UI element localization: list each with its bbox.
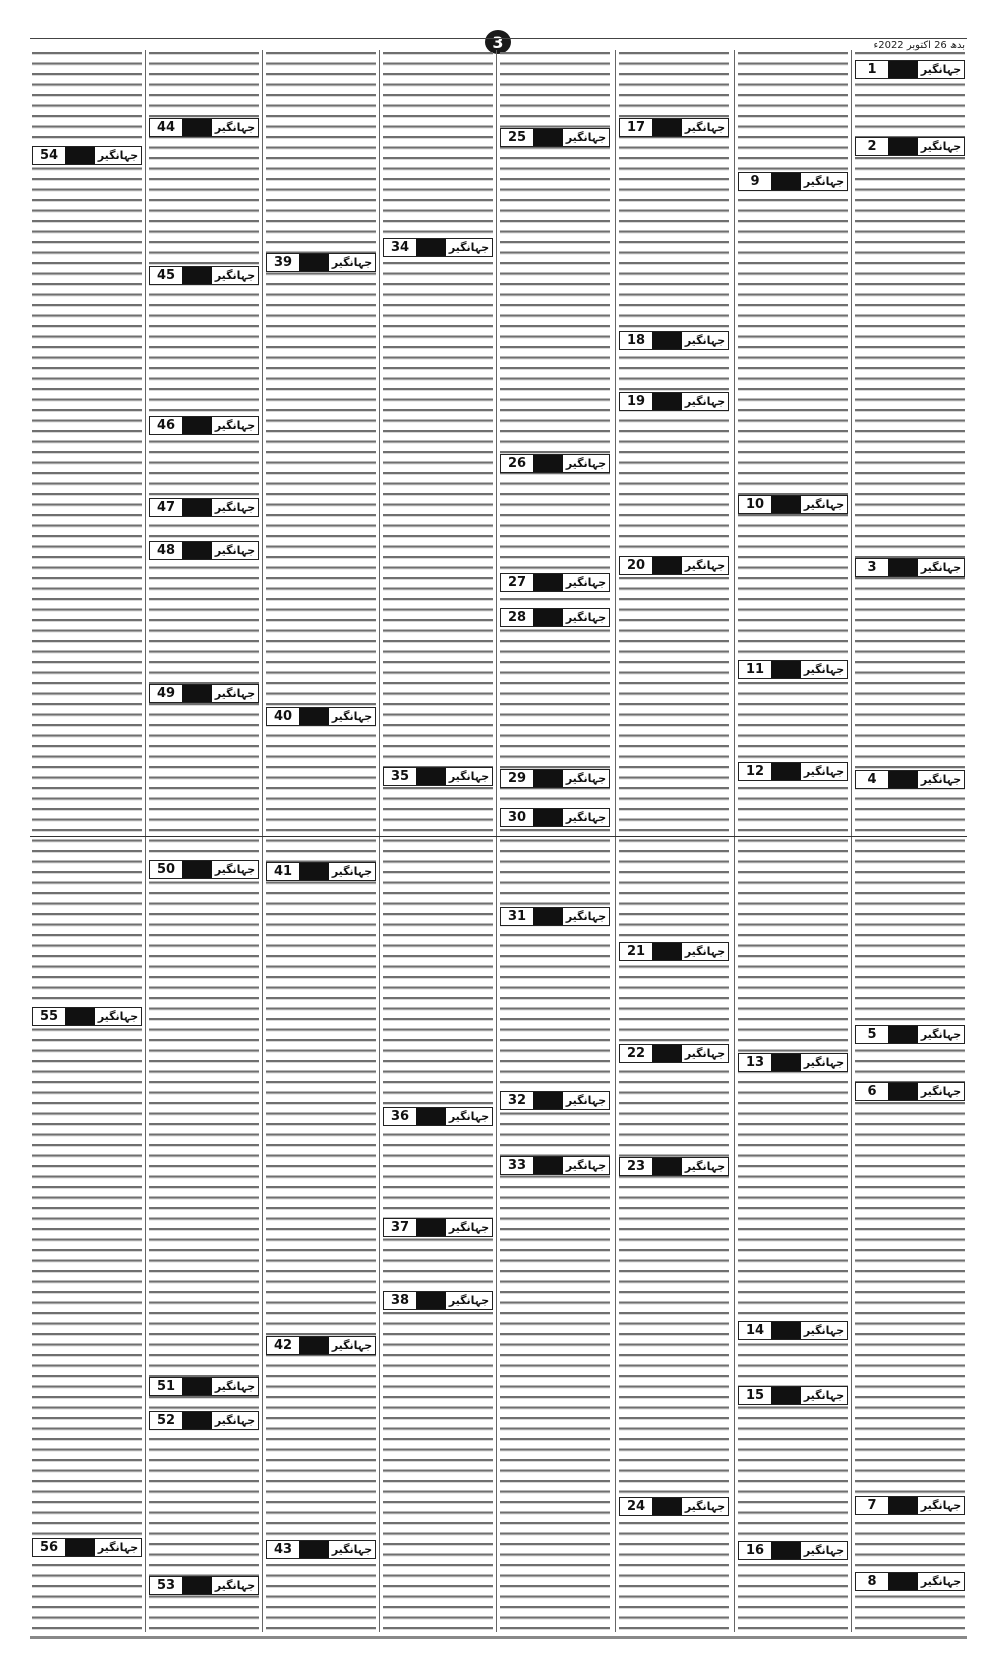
column-name-label: جہانگیر [565, 576, 607, 589]
black-bar [652, 393, 682, 410]
text-column [619, 52, 729, 1632]
black-bar [888, 771, 918, 788]
black-bar [888, 138, 918, 155]
column-number: 6 [856, 1083, 888, 1100]
column-number-box [855, 137, 965, 156]
black-bar [888, 61, 918, 78]
column-name-label: جہانگیر [920, 1028, 962, 1041]
column-number: 49 [150, 685, 182, 702]
column-number-box [383, 767, 493, 786]
column-name-label: جہانگیر [214, 863, 256, 876]
column-number: 47 [150, 499, 182, 516]
column-number: 26 [501, 455, 533, 472]
black-bar [652, 1158, 682, 1175]
column-number-box [500, 907, 610, 926]
column-number-box [149, 684, 259, 703]
column-number: 56 [33, 1539, 65, 1556]
column-number: 17 [620, 119, 652, 136]
black-bar [888, 1497, 918, 1514]
column-name-label: جہانگیر [448, 241, 490, 254]
column-number: 38 [384, 1292, 416, 1309]
black-bar [182, 267, 212, 284]
column-number-box [500, 573, 610, 592]
column-name-label: جہانگیر [214, 1579, 256, 1592]
column-divider [615, 50, 616, 1632]
column-number: 50 [150, 861, 182, 878]
black-bar [888, 1083, 918, 1100]
black-bar [771, 661, 801, 678]
column-number-box [619, 118, 729, 137]
column-number-box [383, 238, 493, 257]
column-number-box [738, 172, 848, 191]
column-name-label: جہانگیر [684, 334, 726, 347]
black-bar [771, 173, 801, 190]
column-number: 27 [501, 574, 533, 591]
column-number: 1 [856, 61, 888, 78]
column-number: 11 [739, 661, 771, 678]
column-number: 37 [384, 1219, 416, 1236]
black-bar [299, 254, 329, 271]
black-bar [182, 1412, 212, 1429]
column-number-box [266, 253, 376, 272]
column-number-box [266, 862, 376, 881]
column-name-label: جہانگیر [214, 1414, 256, 1427]
column-number: 10 [739, 496, 771, 513]
column-number-box [500, 769, 610, 788]
column-number: 18 [620, 332, 652, 349]
column-number-box [855, 60, 965, 79]
column-name-label: جہانگیر [565, 457, 607, 470]
column-divider [145, 50, 146, 1632]
body-text-lines [266, 52, 376, 1632]
column-number: 5 [856, 1026, 888, 1043]
column-number-box [500, 808, 610, 827]
black-bar [533, 129, 563, 146]
column-number: 55 [33, 1008, 65, 1025]
column-name-label: جہانگیر [920, 140, 962, 153]
black-bar [65, 147, 95, 164]
column-number-box [266, 1336, 376, 1355]
column-number-box [266, 707, 376, 726]
black-bar [533, 455, 563, 472]
text-column [500, 52, 610, 1632]
dateline: بدھ 26 اکتوبر 2022ء [873, 40, 965, 51]
text-column [32, 52, 142, 1632]
column-number: 36 [384, 1108, 416, 1125]
column-number-box [500, 1156, 610, 1175]
column-name-label: جہانگیر [565, 611, 607, 624]
column-number-box [500, 608, 610, 627]
column-name-label: جہانگیر [803, 1389, 845, 1402]
black-bar [533, 609, 563, 626]
column-name-label: جہانگیر [920, 561, 962, 574]
column-name-label: جہانگیر [803, 175, 845, 188]
middle-rule [30, 836, 967, 837]
column-divider [262, 50, 263, 1632]
column-name-label: جہانگیر [448, 770, 490, 783]
column-divider [379, 50, 380, 1632]
column-number: 40 [267, 708, 299, 725]
black-bar [771, 496, 801, 513]
black-bar [771, 1322, 801, 1339]
column-name-label: جہانگیر [331, 256, 373, 269]
column-number-box [500, 454, 610, 473]
black-bar [533, 1157, 563, 1174]
column-name-label: جہانگیر [920, 1499, 962, 1512]
body-text-lines [855, 52, 965, 1632]
body-text-lines [32, 52, 142, 1632]
column-name-label: جہانگیر [803, 663, 845, 676]
black-bar [888, 1573, 918, 1590]
black-bar [299, 1541, 329, 1558]
column-number: 45 [150, 267, 182, 284]
column-name-label: جہانگیر [214, 269, 256, 282]
column-number: 44 [150, 119, 182, 136]
column-number-box [149, 1411, 259, 1430]
column-number-box [383, 1218, 493, 1237]
black-bar [533, 908, 563, 925]
column-name-label: جہانگیر [920, 1575, 962, 1588]
column-name-label: جہانگیر [214, 121, 256, 134]
column-name-label: جہانگیر [684, 1500, 726, 1513]
body-text-lines [619, 52, 729, 1632]
column-number: 13 [739, 1054, 771, 1071]
black-bar [416, 768, 446, 785]
column-name-label: جہانگیر [331, 1543, 373, 1556]
black-bar [533, 770, 563, 787]
column-name-label: جہانگیر [214, 1380, 256, 1393]
column-number-box [738, 1053, 848, 1072]
black-bar [771, 1054, 801, 1071]
column-number: 25 [501, 129, 533, 146]
column-number: 12 [739, 763, 771, 780]
black-bar [652, 1045, 682, 1062]
column-name-label: جہانگیر [684, 395, 726, 408]
column-number-box [149, 416, 259, 435]
black-bar [416, 1219, 446, 1236]
column-name-label: جہانگیر [684, 559, 726, 572]
page-number-badge: 3 [485, 30, 511, 54]
column-number-box [619, 556, 729, 575]
column-number-box [855, 770, 965, 789]
column-number: 51 [150, 1378, 182, 1395]
column-number-box [266, 1540, 376, 1559]
column-name-label: جہانگیر [448, 1110, 490, 1123]
black-bar [533, 574, 563, 591]
header-rule [30, 38, 967, 39]
column-number-box [855, 1082, 965, 1101]
column-name-label: جہانگیر [331, 710, 373, 723]
column-number-box [619, 1157, 729, 1176]
column-number: 52 [150, 1412, 182, 1429]
column-number-box [738, 762, 848, 781]
black-bar [533, 1092, 563, 1109]
column-number-box [738, 1386, 848, 1405]
column-number-box [855, 1496, 965, 1515]
column-name-label: جہانگیر [920, 1085, 962, 1098]
column-number-box [383, 1291, 493, 1310]
column-name-label: جہانگیر [97, 1010, 139, 1023]
column-name-label: جہانگیر [565, 772, 607, 785]
column-number: 43 [267, 1541, 299, 1558]
column-number: 34 [384, 239, 416, 256]
column-number-box [149, 541, 259, 560]
column-number-box [855, 1572, 965, 1591]
column-number-box [149, 860, 259, 879]
column-number: 53 [150, 1577, 182, 1594]
black-bar [771, 1542, 801, 1559]
black-bar [182, 861, 212, 878]
column-name-label: جہانگیر [684, 945, 726, 958]
black-bar [182, 1577, 212, 1594]
black-bar [652, 557, 682, 574]
black-bar [65, 1008, 95, 1025]
column-name-label: جہانگیر [214, 544, 256, 557]
black-bar [416, 1108, 446, 1125]
black-bar [299, 1337, 329, 1354]
black-bar [182, 685, 212, 702]
black-bar [888, 1026, 918, 1043]
column-number: 16 [739, 1542, 771, 1559]
column-number-box [383, 1107, 493, 1126]
column-name-label: جہانگیر [920, 63, 962, 76]
column-number-box [619, 1044, 729, 1063]
black-bar [652, 332, 682, 349]
black-bar [416, 239, 446, 256]
column-number-box [619, 942, 729, 961]
column-number-box [149, 1377, 259, 1396]
black-bar [652, 1498, 682, 1515]
black-bar [533, 809, 563, 826]
column-name-label: جہانگیر [803, 1324, 845, 1337]
column-number: 15 [739, 1387, 771, 1404]
column-number: 32 [501, 1092, 533, 1109]
column-number-box [500, 1091, 610, 1110]
black-bar [182, 542, 212, 559]
column-number: 19 [620, 393, 652, 410]
column-name-label: جہانگیر [331, 1339, 373, 1352]
column-number-box [149, 498, 259, 517]
column-number: 9 [739, 173, 771, 190]
black-bar [182, 417, 212, 434]
column-number: 30 [501, 809, 533, 826]
column-number-box [855, 558, 965, 577]
column-number: 14 [739, 1322, 771, 1339]
column-name-label: جہانگیر [565, 811, 607, 824]
column-name-label: جہانگیر [803, 1056, 845, 1069]
black-bar [182, 119, 212, 136]
column-number: 7 [856, 1497, 888, 1514]
column-name-label: جہانگیر [684, 121, 726, 134]
black-bar [652, 119, 682, 136]
column-number: 4 [856, 771, 888, 788]
column-number-box [619, 1497, 729, 1516]
column-name-label: جہانگیر [684, 1160, 726, 1173]
column-name-label: جہانگیر [803, 765, 845, 778]
column-number-box [149, 266, 259, 285]
column-number-box [500, 128, 610, 147]
column-number: 48 [150, 542, 182, 559]
text-column [266, 52, 376, 1632]
black-bar [652, 943, 682, 960]
column-number-box [738, 1541, 848, 1560]
column-name-label: جہانگیر [214, 687, 256, 700]
black-bar [888, 559, 918, 576]
column-name-label: جہانگیر [97, 149, 139, 162]
column-divider [496, 50, 497, 1632]
column-name-label: جہانگیر [448, 1221, 490, 1234]
text-column [383, 52, 493, 1632]
column-name-label: جہانگیر [565, 1094, 607, 1107]
body-text-lines [500, 52, 610, 1632]
column-name-label: جہانگیر [565, 1159, 607, 1172]
footer-rule [30, 1636, 967, 1639]
column-number: 54 [33, 147, 65, 164]
column-number-box [32, 1538, 142, 1557]
column-number-box [32, 146, 142, 165]
column-name-label: جہانگیر [565, 910, 607, 923]
column-number-box [738, 1321, 848, 1340]
column-number-box [738, 495, 848, 514]
column-number: 21 [620, 943, 652, 960]
column-name-label: جہانگیر [214, 419, 256, 432]
black-bar [299, 863, 329, 880]
column-number-box [32, 1007, 142, 1026]
column-number-box [149, 118, 259, 137]
column-name-label: جہانگیر [331, 865, 373, 878]
column-number: 29 [501, 770, 533, 787]
column-name-label: جہانگیر [565, 131, 607, 144]
column-number-box [619, 392, 729, 411]
column-number: 8 [856, 1573, 888, 1590]
text-column [855, 52, 965, 1632]
column-name-label: جہانگیر [214, 501, 256, 514]
black-bar [416, 1292, 446, 1309]
black-bar [771, 1387, 801, 1404]
black-bar [771, 763, 801, 780]
column-number-box [855, 1025, 965, 1044]
column-number: 33 [501, 1157, 533, 1174]
column-number: 39 [267, 254, 299, 271]
column-name-label: جہانگیر [920, 773, 962, 786]
column-divider [851, 50, 852, 1632]
column-divider [734, 50, 735, 1632]
black-bar [182, 499, 212, 516]
black-bar [299, 708, 329, 725]
column-number: 41 [267, 863, 299, 880]
column-number: 35 [384, 768, 416, 785]
column-number: 23 [620, 1158, 652, 1175]
column-number-box [619, 331, 729, 350]
column-name-label: جہانگیر [684, 1047, 726, 1060]
column-number: 22 [620, 1045, 652, 1062]
column-number: 46 [150, 417, 182, 434]
column-number: 42 [267, 1337, 299, 1354]
column-number: 31 [501, 908, 533, 925]
column-name-label: جہانگیر [97, 1541, 139, 1554]
column-name-label: جہانگیر [803, 498, 845, 511]
column-number-box [738, 660, 848, 679]
column-number: 2 [856, 138, 888, 155]
body-text-lines [383, 52, 493, 1632]
black-bar [182, 1378, 212, 1395]
column-number: 24 [620, 1498, 652, 1515]
column-number: 3 [856, 559, 888, 576]
column-name-label: جہانگیر [803, 1544, 845, 1557]
column-number-box [149, 1576, 259, 1595]
column-number: 20 [620, 557, 652, 574]
black-bar [65, 1539, 95, 1556]
column-name-label: جہانگیر [448, 1294, 490, 1307]
column-number: 28 [501, 609, 533, 626]
